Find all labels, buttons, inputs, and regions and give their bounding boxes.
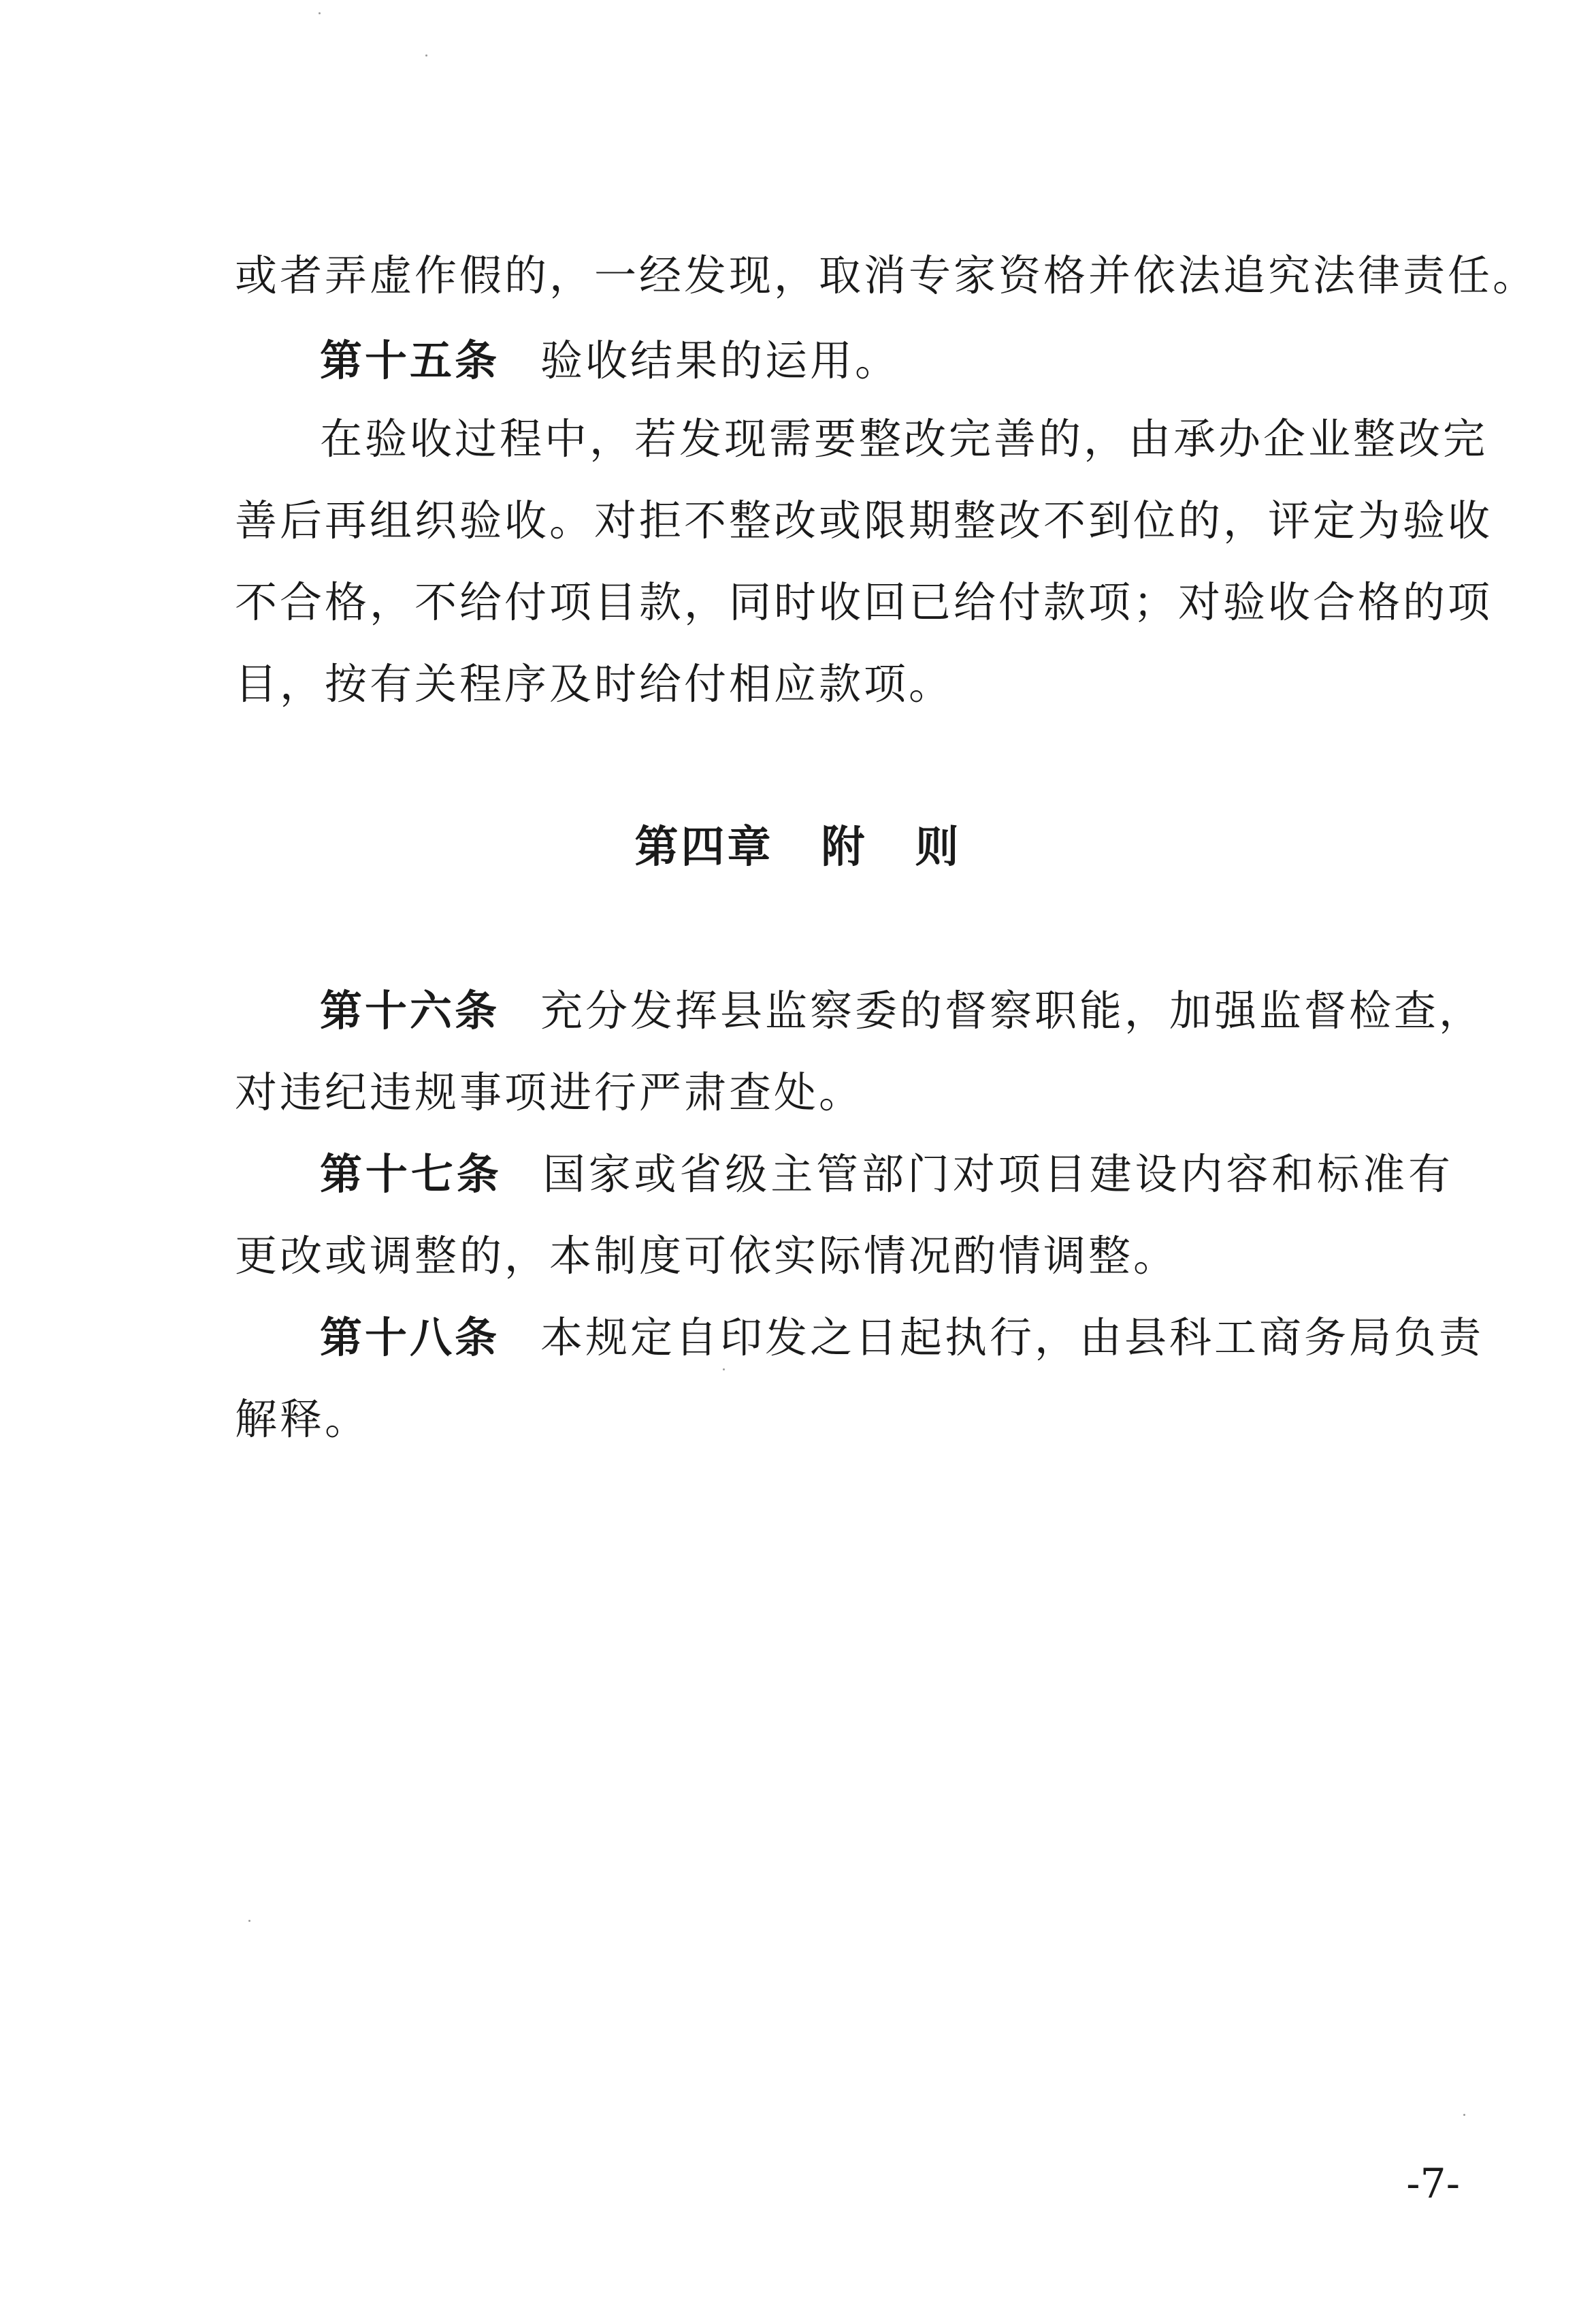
paragraph-line-1: 或者弄虚作假的，一经发现，取消专家资格并依法追究法律责任。 bbox=[235, 251, 1538, 300]
scan-speck bbox=[1463, 2114, 1465, 2116]
scan-speck bbox=[425, 54, 427, 57]
paragraph-line-3: 在验收过程中，若发现需要整改完善的，由承办企业整改完 bbox=[320, 414, 1488, 464]
paragraph-line-5: 不合格，不给付项目款，同时收回已给付款项；对验收合格的项 bbox=[235, 577, 1493, 627]
article-16-line-2: 对违纪违规事项进行严肃查处。 bbox=[235, 1067, 864, 1117]
article-17-label: 第十七条 bbox=[320, 1149, 502, 1199]
article-18-line-1 bbox=[320, 1311, 1484, 1365]
article-17-text: 国家或省级主管部门对项目建设内容和标准有 bbox=[542, 1149, 1453, 1199]
article-15-heading bbox=[320, 334, 1453, 388]
scan-speck bbox=[723, 1368, 725, 1370]
chapter-title-char-2: 则 bbox=[915, 822, 962, 873]
scan-speck bbox=[248, 1920, 250, 1922]
article-15-title: 验收结果的运用。 bbox=[540, 336, 900, 385]
article-18-line-2: 解释。 bbox=[235, 1394, 370, 1444]
article-17-line-1 bbox=[320, 1147, 1453, 1202]
chapter-number: 第四章 bbox=[634, 822, 774, 873]
paragraph-line-6: 目，按有关程序及时给付相应款项。 bbox=[235, 659, 954, 709]
article-15-label: 第十五条 bbox=[320, 336, 500, 385]
article-16-line-1 bbox=[320, 984, 1484, 1038]
article-17-line-2: 更改或调整的，本制度可依实际情况酌情调整。 bbox=[235, 1231, 1179, 1281]
article-18-label: 第十八条 bbox=[320, 1313, 500, 1362]
chapter-heading bbox=[0, 820, 1596, 875]
article-16-label: 第十六条 bbox=[320, 986, 500, 1035]
article-18-text: 本规定自印发之日起执行，由县科工商务局负责 bbox=[540, 1313, 1484, 1362]
page-number: -7- bbox=[1406, 2160, 1460, 2208]
scan-speck bbox=[319, 12, 321, 14]
article-16-text: 充分发挥县监察委的督察职能，加强监督检查， bbox=[540, 986, 1484, 1035]
chapter-title-char-1: 附 bbox=[821, 822, 868, 873]
paragraph-line-4: 善后再组织验收。对拒不整改或限期整改不到位的，评定为验收 bbox=[235, 496, 1493, 545]
